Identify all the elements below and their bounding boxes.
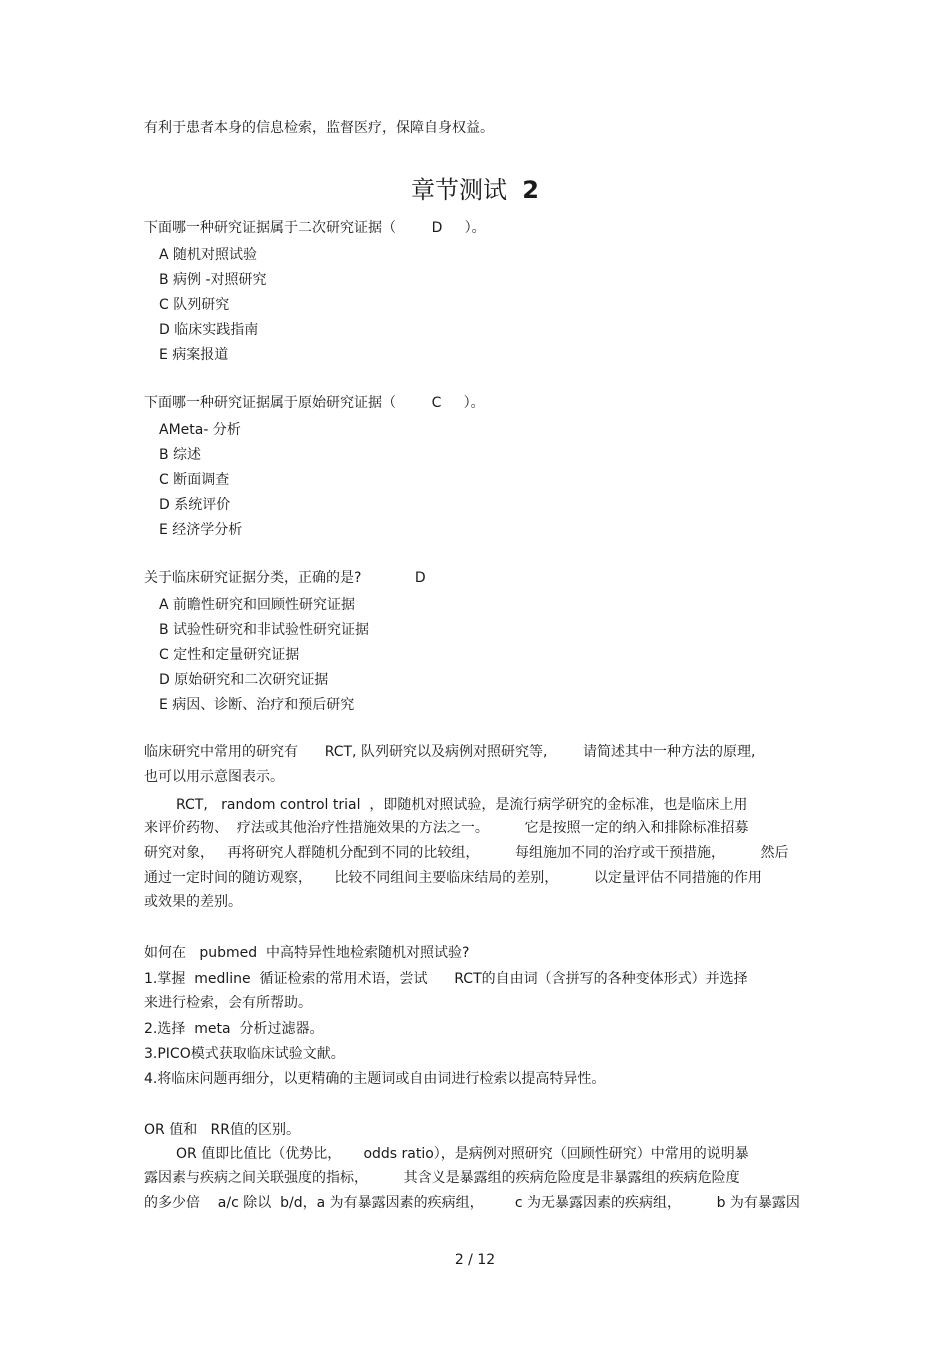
intro-text: 有利于患者本身的信息检索，监督医疗，保障自身权益。 [144,120,494,136]
section-title [0,174,950,206]
question-3-stem: 关于临床研究证据分类，正确的是? D [144,570,426,586]
page-number: 2 / 12 [454,1252,496,1268]
question-1-option: D 临床实践指南 [159,322,259,338]
question-3-option: E 病因、诊断、治疗和预后研究 [159,697,355,713]
question-2-option: C 断面调查 [159,472,230,488]
question-4-answer: 来评价药物、 疗法或其他治疗性措施效果的方法之一。 它是按照一定的纳入和排除标准招募 [144,820,749,836]
question-4-answer: RCT, random control trial ，即随机对照试验，是流行病学研究的金标准，也是临床上用 [176,797,748,813]
question-2-option: D 系统评价 [159,497,231,513]
question-4-answer: 研究对象， 再将研究人群随机分配到不同的比较组， 每组施加不同的治疗或干预措施， 然后 [144,845,789,861]
question-4-answer: 或效果的差别。 [144,894,242,910]
question-5-stem: 如何在 pubmed 中高特异性地检索随机对照试验? [144,945,470,961]
question-3-option: C 定性和定量研究证据 [159,647,300,663]
question-6-answer: 露因素与疾病之间关联强度的指标， 其含义是暴露组的疾病危险度是非暴露组的疾病危险度 [144,1170,740,1186]
question-2-option: B 综述 [159,447,202,463]
question-5-answer: 3.PICO模式获取临床试验文献。 [144,1046,345,1062]
question-2-stem: 下面哪一种研究证据属于原始研究证据（ C ）。 [144,395,485,411]
question-3-option: A 前瞻性研究和回顾性研究证据 [159,597,356,613]
question-1-stem: 下面哪一种研究证据属于二次研究证据（ D ）。 [144,220,486,236]
question-1-option: E 病案报道 [159,347,229,363]
question-3-option: D 原始研究和二次研究证据 [159,672,329,688]
question-2-option: E 经济学分析 [159,522,243,538]
question-6-answer: OR 值即比值比（优势比， odds ratio），是病例对照研究（回顾性研究）中常用的说明暴 [176,1146,749,1162]
question-6-stem: OR 值和 RR值的区别。 [144,1122,301,1138]
question-1-option: C 队列研究 [159,297,230,313]
question-1-option: B 病例 -对照研究 [159,272,267,288]
question-1-option: A 随机对照试验 [159,247,258,263]
question-5-answer: 1.掌握 medline 循证检索的常用术语，尝试 RCT的自由词（含拼写的各种变体形式）并选择 [144,971,748,987]
question-5-answer: 来进行检索，会有所帮助。 [144,995,312,1011]
question-4-answer: 通过一定时间的随访观察， 比较不同组间主要临床结局的差别， 以定量评估不同措施的作用 [144,870,762,886]
section-title-text: 章节测试 [411,176,508,204]
question-6-answer: 的多少倍 a/c 除以 b/d，a 为有暴露因素的疾病组， c 为无暴露因素的疾病组， b 为有暴露因 [144,1195,800,1211]
question-4-stem: 也可以用示意图表示。 [144,769,284,785]
question-5-answer: 2.选择 meta 分析过滤器。 [144,1021,324,1037]
question-3-option: B 试验性研究和非试验性研究证据 [159,622,370,638]
question-4-stem: 临床研究中常用的研究有 RCT, 队列研究以及病例对照研究等, 请简述其中一种方法的原理, [144,744,756,760]
question-2-option: AMeta- 分析 [159,422,241,438]
question-5-answer: 4.将临床问题再细分，以更精确的主题词或自由词进行检索以提高特异性。 [144,1071,606,1087]
section-number: 2 [522,176,539,204]
